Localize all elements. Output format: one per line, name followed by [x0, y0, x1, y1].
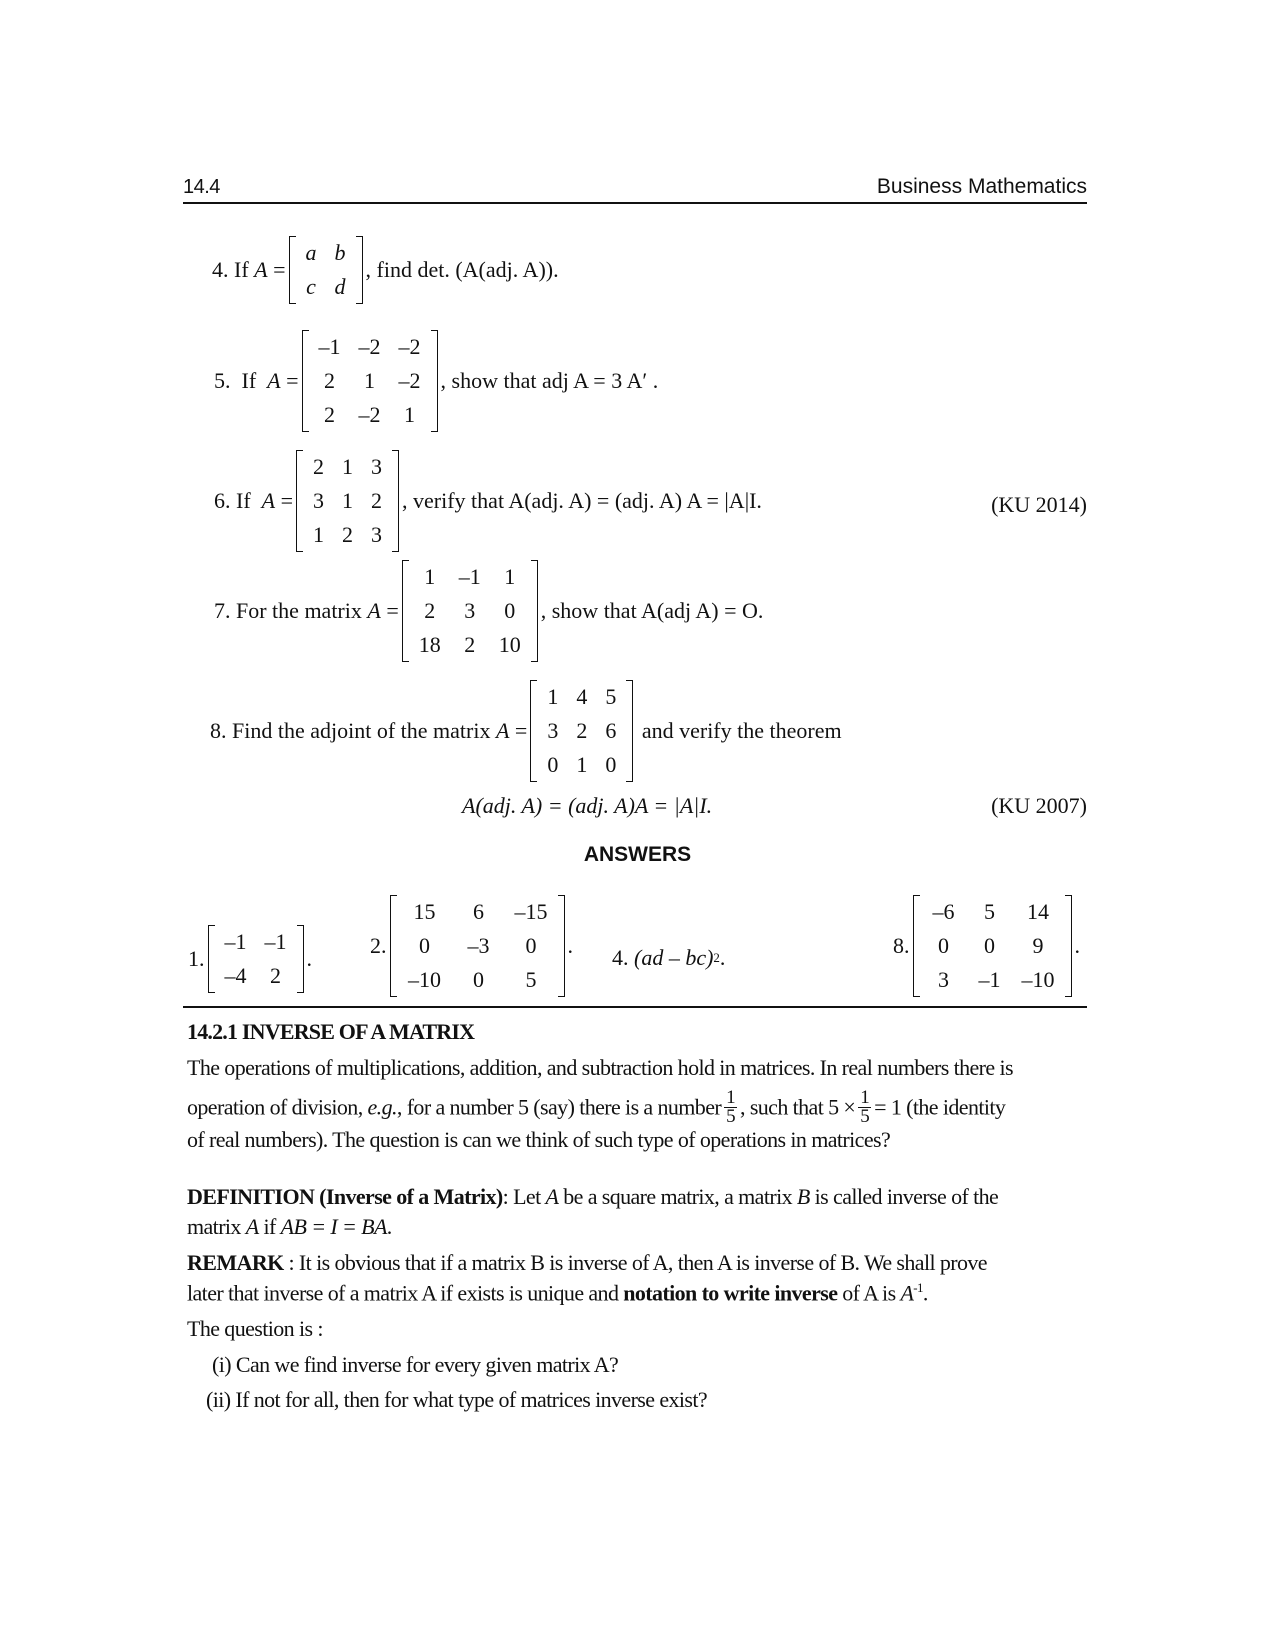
- exercise-suffix: and verify the theorem: [641, 718, 842, 743]
- matrix-cell: 1: [342, 488, 354, 513]
- matrix-cell: 1: [424, 564, 436, 589]
- matrix-cell: –2: [398, 334, 421, 359]
- matrix-cell: 0: [419, 933, 430, 958]
- definition-equation: AB = I = BA: [280, 1214, 387, 1239]
- matrix-variable: A: [495, 718, 510, 743]
- answer-number: 4.: [612, 945, 629, 970]
- exercise-prefix: If: [241, 368, 257, 393]
- question-i: (i) Can we find inverse for every given matrix A?: [212, 1352, 619, 1377]
- answer-end: .: [567, 933, 573, 958]
- matrix-cell: 1: [504, 564, 516, 589]
- page-number: 14.4: [183, 176, 220, 198]
- matrix-cell: a: [305, 240, 317, 265]
- matrix-cell: 3: [313, 488, 325, 513]
- question-ii: (ii) If not for all, then for what type of matrices inverse exist?: [206, 1387, 708, 1412]
- matrix-cell: –1: [224, 929, 247, 954]
- answer-number: 1.: [188, 946, 205, 971]
- matrix-cell: 0: [504, 598, 516, 623]
- equals-sign: =: [386, 598, 399, 623]
- exercise-prefix: Find the adjoint of the matrix: [232, 718, 491, 743]
- matrix-cell: 2: [464, 632, 476, 657]
- matrix-cell: 0: [547, 752, 559, 777]
- text: , for a number 5 (say) there is a number: [396, 1094, 722, 1120]
- matrix-cell: 9: [1032, 933, 1044, 958]
- intro-line-1: The operations of multiplications, addition, and subtraction hold in matrices. In real numbers there is: [187, 1055, 1013, 1080]
- exercise-prefix: For the matrix: [236, 598, 362, 623]
- text: is called inverse of the: [809, 1184, 999, 1209]
- matrix-cell: –1: [458, 564, 481, 589]
- matrix-cell: 2: [324, 402, 336, 427]
- matrix-cell: 0: [473, 967, 484, 992]
- matrix-a-3x3: [530, 680, 633, 782]
- exercise-number: 6.: [214, 488, 231, 513]
- text: , such that 5 ×: [740, 1094, 856, 1120]
- question-intro: The question is :: [187, 1316, 323, 1341]
- exercise-suffix: , show that adj A = 3 A′ .: [440, 368, 659, 393]
- matrix-cell: c: [306, 274, 316, 299]
- fraction-one-fifth: [724, 1089, 737, 1126]
- answer-expression: (ad – bc): [634, 945, 714, 970]
- matrix-cell: 6: [605, 718, 617, 743]
- exercise-prefix: If: [234, 257, 249, 282]
- remark-line-1: [187, 1250, 987, 1276]
- equals-sign: =: [286, 368, 299, 393]
- remark-line-2: [187, 1280, 928, 1306]
- equals-sign: =: [514, 718, 528, 743]
- matrix-cell: –2: [358, 334, 381, 359]
- text: : Let: [502, 1184, 546, 1209]
- answer-end: .: [306, 946, 312, 971]
- fraction-one-fifth: [858, 1089, 871, 1126]
- fraction-numerator: 1: [860, 1087, 870, 1108]
- fraction-numerator: 1: [726, 1087, 736, 1108]
- definition-label: DEFINITION: [187, 1184, 315, 1209]
- matrix-a-3x3: [402, 560, 538, 662]
- answer-matrix: [390, 895, 565, 997]
- matrix-cell: 3: [371, 522, 383, 547]
- text: matrix: [187, 1214, 246, 1239]
- text: later that inverse of a matrix A if exists is unique and: [187, 1280, 624, 1306]
- matrix-cell: 6: [473, 899, 484, 924]
- matrix-variable: A: [267, 368, 281, 393]
- answer-exponent: 2: [713, 950, 720, 965]
- exercise-number: 4.: [212, 257, 229, 282]
- symbol-b: B: [796, 1184, 810, 1209]
- matrix-cell: 2: [371, 488, 383, 513]
- symbol-a: A: [545, 1184, 559, 1209]
- text: of A is: [837, 1280, 901, 1306]
- fraction-denominator: 5: [726, 1106, 736, 1127]
- answer-4: [612, 945, 725, 971]
- matrix-cell: –1: [978, 967, 1001, 992]
- matrix-cell: –1: [264, 929, 287, 954]
- exercise-number: 7.: [214, 598, 231, 623]
- matrix-a-3x3: [302, 330, 438, 432]
- matrix-variable: A: [367, 598, 381, 623]
- exercise-7: [214, 560, 763, 662]
- answer-number: 2.: [370, 933, 387, 958]
- answers-heading: ANSWERS: [583, 843, 692, 866]
- matrix-a-3x3: [296, 450, 399, 552]
- matrix-cell: –6: [932, 899, 955, 924]
- matrix-cell: b: [334, 240, 346, 265]
- matrix-cell: –10: [1021, 967, 1055, 992]
- exercise-suffix: , show that A(adj A) = O.: [540, 598, 764, 623]
- text: if: [258, 1214, 281, 1239]
- matrix-cell: 5: [525, 967, 537, 992]
- matrix-cell: 4: [576, 684, 588, 709]
- matrix-cell: 5: [605, 684, 617, 709]
- matrix-cell: 3: [547, 718, 559, 743]
- definition-sublabel: (Inverse of a Matrix): [319, 1184, 503, 1209]
- matrix-cell: 0: [605, 752, 617, 777]
- answer-2: [370, 895, 573, 997]
- matrix-cell: –4: [224, 963, 247, 988]
- exercise-number: 8.: [210, 718, 227, 743]
- symbol-a: A: [245, 1214, 259, 1239]
- text: be a square matrix, a matrix: [558, 1184, 797, 1209]
- answer-matrix: [913, 895, 1072, 997]
- matrix-cell: 18: [418, 632, 441, 657]
- remark-emphasis: notation to write inverse: [623, 1280, 838, 1306]
- fraction-denominator: 5: [860, 1106, 870, 1127]
- matrix-cell: 14: [1027, 899, 1049, 924]
- exercise-suffix: , verify that A(adj. A) = (adj. A) A = |A|I.: [402, 488, 762, 513]
- matrix-cell: 1: [547, 684, 559, 709]
- exercise-number: 5.: [214, 368, 231, 393]
- exercise-8: [210, 680, 842, 782]
- intro-line-2: [187, 1087, 1006, 1128]
- exercise-6: [214, 450, 762, 552]
- exercise-4: [212, 236, 559, 304]
- matrix-cell: –3: [467, 933, 490, 958]
- answer-matrix: [208, 925, 304, 993]
- answer-end: .: [719, 945, 726, 970]
- matrix-cell: 2: [270, 963, 281, 988]
- section-heading: 14.2.1 INVERSE OF A MATRIX: [187, 1019, 475, 1044]
- matrix-cell: 2: [424, 598, 436, 623]
- equals-sign: =: [273, 257, 286, 282]
- matrix-cell: 3: [464, 598, 476, 623]
- text: .: [386, 1214, 392, 1239]
- matrix-cell: 0: [938, 933, 949, 958]
- equals-sign: =: [280, 488, 294, 513]
- section-divider: [183, 1006, 1087, 1008]
- matrix-cell: 3: [371, 454, 383, 479]
- matrix-cell: 1: [313, 522, 325, 547]
- matrix-cell: 1: [342, 454, 354, 479]
- matrix-variable: A: [254, 257, 268, 282]
- matrix-cell: 1: [576, 752, 588, 777]
- text: operation of division,: [187, 1094, 368, 1120]
- answer-1: [188, 925, 312, 993]
- definition-line-2: [187, 1214, 392, 1240]
- exercise-suffix: , find det. (A(adj. A)).: [365, 257, 559, 282]
- matrix-a-2x2: [289, 236, 363, 304]
- matrix-cell: d: [334, 274, 346, 299]
- matrix-cell: 3: [938, 967, 949, 992]
- matrix-cell: 2: [313, 454, 325, 479]
- answer-8: [893, 895, 1080, 997]
- text: = 1 (the identity: [874, 1094, 1006, 1120]
- matrix-cell: 15: [413, 899, 436, 924]
- text: .: [922, 1280, 928, 1306]
- inverse-exponent: -1: [913, 1280, 923, 1295]
- answer-end: .: [1074, 933, 1080, 958]
- matrix-cell: 1: [364, 368, 376, 393]
- definition-line-1: [187, 1184, 998, 1210]
- matrix-cell: 2: [324, 368, 336, 393]
- matrix-cell: 0: [525, 933, 537, 958]
- matrix-cell: –15: [514, 899, 548, 924]
- matrix-cell: –1: [318, 334, 341, 359]
- exercise-prefix: If: [236, 488, 251, 513]
- matrix-cell: 5: [984, 899, 995, 924]
- remark-label: REMARK: [187, 1250, 284, 1275]
- matrix-cell: 0: [984, 933, 995, 958]
- header-rule: [183, 202, 1087, 204]
- symbol-a: A: [900, 1280, 914, 1306]
- matrix-cell: 10: [498, 632, 521, 657]
- theorem-equation: A(adj. A) = (adj. A)A = |A|I.: [462, 793, 713, 818]
- text: : It is obvious that if a matrix B is inverse of A, then A is inverse of B. We shall prove: [283, 1250, 987, 1275]
- matrix-cell: 1: [404, 402, 416, 427]
- book-title: Business Mathematics: [876, 175, 1087, 198]
- answer-number: 8.: [893, 933, 910, 958]
- source-citation: (KU 2014): [991, 492, 1087, 517]
- exercise-5: [214, 330, 658, 432]
- matrix-cell: 2: [576, 718, 588, 743]
- intro-line-3: of real numbers). The question is can we think of such type of operations in matrices?: [187, 1127, 891, 1152]
- matrix-cell: 2: [342, 522, 354, 547]
- matrix-variable: A: [261, 488, 276, 513]
- matrix-cell: –2: [358, 402, 381, 427]
- matrix-cell: –2: [398, 368, 421, 393]
- text-italic: e.g.: [367, 1094, 397, 1120]
- source-citation: (KU 2007): [991, 793, 1087, 818]
- matrix-cell: –10: [408, 967, 441, 992]
